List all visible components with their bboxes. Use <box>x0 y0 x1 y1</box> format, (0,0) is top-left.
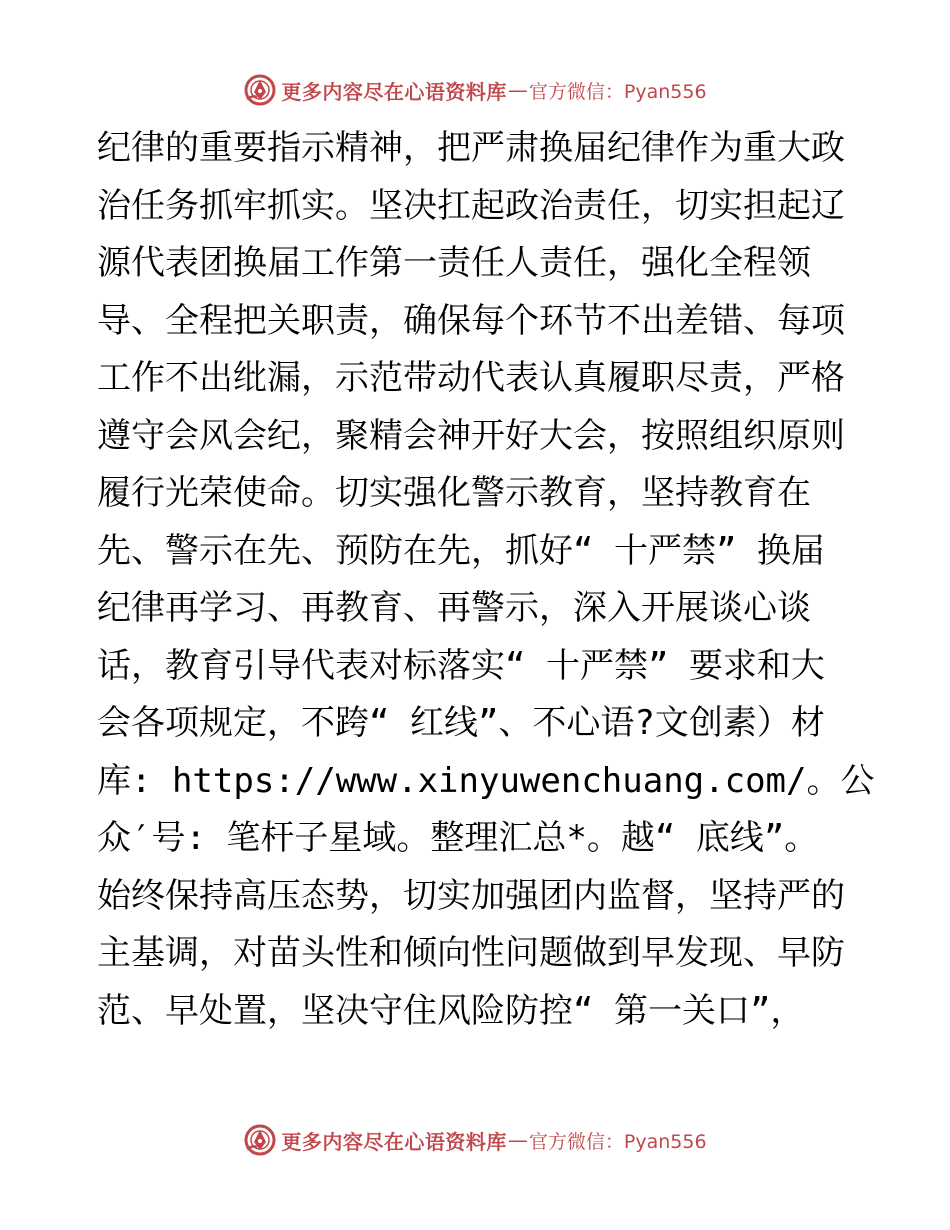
header-watermark <box>0 70 950 110</box>
body-line: 话，教育引导代表对标落实“ 十严禁” 要求和大 <box>97 645 825 686</box>
body-line: 源代表团换届工作第一责任人责任，强化全程领 <box>97 243 811 283</box>
watermark-wechat-text: 官方微信：Pyan556 <box>528 80 707 103</box>
watermark-wechat-text: 官方微信：Pyan556 <box>528 1130 707 1153</box>
document-body <box>97 120 875 1040</box>
pen-nib-circle-logo-icon <box>243 1123 277 1157</box>
body-line: 工作不出纰漏，示范带动代表认真履职尽责，严格 <box>97 358 845 398</box>
watermark-separator: — <box>507 1128 528 1152</box>
footer-watermark <box>0 1120 950 1160</box>
body-line: 履行光荣使命。切实强化警示教育，坚持教育在 <box>97 473 811 513</box>
body-line: 库: https://www.xinyuwenchuang.com/。公 <box>97 760 875 801</box>
body-line: 纪律的重要指示精神，把严肃换届纪律作为重大政 <box>97 128 845 168</box>
body-line: 始终保持高压态势，切实加强团内监督，坚持严的 <box>97 875 845 916</box>
body-line: 先、警示在先、预防在先，抓好“ 十严禁” 换届 <box>97 530 825 571</box>
body-line: 众′号: 笔杆子星域。整理汇总*。越“ 底线”。 <box>97 818 819 858</box>
body-line: 纪律再学习、再教育、再警示，深入开展谈心谈 <box>97 588 811 628</box>
body-line: 会各项规定，不跨“ 红线”、不心语?文创素）材 <box>97 703 825 743</box>
pen-nib-circle-logo-icon <box>243 73 277 107</box>
body-line: 范、早处置，坚决守住风险防控“ 第一关口”， <box>97 990 805 1031</box>
body-line: 导、全程把关职责，确保每个环节不出差错、每项 <box>97 300 845 341</box>
body-line: 遵守会风会纪，聚精会神开好大会，按照组织原则 <box>97 415 845 456</box>
watermark-separator: — <box>507 78 528 102</box>
body-line: 主基调，对苗头性和倾向性问题做到早发现、早防 <box>97 933 845 973</box>
watermark-brand-text: 更多内容尽在心语资料库 <box>281 79 507 104</box>
watermark-brand-text: 更多内容尽在心语资料库 <box>281 1129 507 1154</box>
body-line: 治任务抓牢抓实。坚决扛起政治责任，切实担起辽 <box>97 185 845 226</box>
